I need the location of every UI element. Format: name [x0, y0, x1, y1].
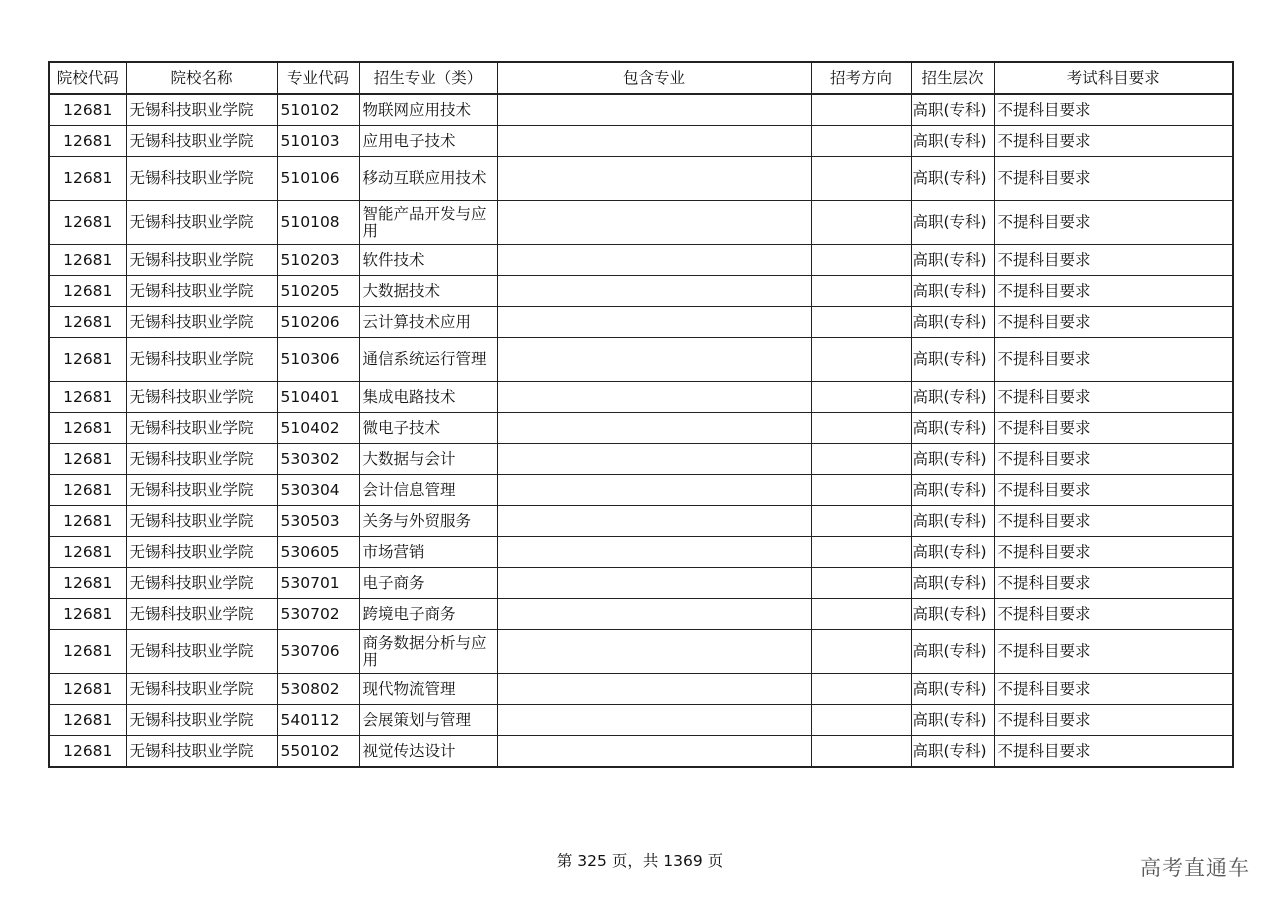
school-code-cell: 12681 [49, 630, 126, 674]
school-code-cell: 12681 [49, 382, 126, 413]
direction-cell [811, 475, 911, 506]
major-name-cell: 微电子技术 [359, 413, 497, 444]
school-name-cell: 无锡科技职业学院 [126, 94, 277, 126]
major-code-cell: 510108 [277, 201, 359, 245]
table-row [49, 537, 1233, 568]
level-cell: 高职(专科) [911, 444, 994, 475]
school-code-cell: 12681 [49, 126, 126, 157]
school-code-cell: 12681 [49, 475, 126, 506]
school-code-cell: 12681 [49, 201, 126, 245]
school-name-cell: 无锡科技职业学院 [126, 674, 277, 705]
school-name-cell: 无锡科技职业学院 [126, 705, 277, 736]
school-code-cell: 12681 [49, 506, 126, 537]
school-name-cell: 无锡科技职业学院 [126, 568, 277, 599]
subject-requirements-cell: 不提科目要求 [994, 444, 1233, 475]
included-majors-cell [497, 705, 811, 736]
level-cell: 高职(专科) [911, 705, 994, 736]
included-majors-cell [497, 674, 811, 705]
header-school-code: 院校代码 [49, 62, 126, 94]
level-cell: 高职(专科) [911, 630, 994, 674]
school-code-cell: 12681 [49, 537, 126, 568]
subject-requirements-cell: 不提科目要求 [994, 506, 1233, 537]
included-majors-cell [497, 201, 811, 245]
level-cell: 高职(专科) [911, 382, 994, 413]
school-code-cell: 12681 [49, 307, 126, 338]
level-cell: 高职(专科) [911, 126, 994, 157]
school-name-cell: 无锡科技职业学院 [126, 338, 277, 382]
major-code-cell: 510206 [277, 307, 359, 338]
major-code-cell: 510205 [277, 276, 359, 307]
school-code-cell: 12681 [49, 674, 126, 705]
subject-requirements-cell: 不提科目要求 [994, 674, 1233, 705]
subject-requirements-cell: 不提科目要求 [994, 413, 1233, 444]
table-row [49, 568, 1233, 599]
school-code-cell: 12681 [49, 736, 126, 768]
school-code-cell: 12681 [49, 276, 126, 307]
school-code-cell: 12681 [49, 705, 126, 736]
school-name-cell: 无锡科技职业学院 [126, 126, 277, 157]
included-majors-cell [497, 94, 811, 126]
level-cell: 高职(专科) [911, 94, 994, 126]
major-name-cell: 集成电路技术 [359, 382, 497, 413]
direction-cell [811, 413, 911, 444]
included-majors-cell [497, 276, 811, 307]
watermark-text: 高考直通车 [1140, 856, 1250, 880]
major-name-cell: 现代物流管理 [359, 674, 497, 705]
school-code-cell: 12681 [49, 599, 126, 630]
level-cell: 高职(专科) [911, 599, 994, 630]
major-code-cell: 550102 [277, 736, 359, 768]
level-cell: 高职(专科) [911, 276, 994, 307]
level-cell: 高职(专科) [911, 307, 994, 338]
header-school-name: 院校名称 [126, 62, 277, 94]
major-name-cell: 大数据技术 [359, 276, 497, 307]
major-name-cell: 移动互联应用技术 [359, 157, 497, 201]
included-majors-cell [497, 307, 811, 338]
subject-requirements-cell: 不提科目要求 [994, 276, 1233, 307]
major-name-cell: 通信系统运行管理 [359, 338, 497, 382]
table-row [49, 276, 1233, 307]
major-code-cell: 510306 [277, 338, 359, 382]
table-row [49, 506, 1233, 537]
level-cell: 高职(专科) [911, 157, 994, 201]
included-majors-cell [497, 157, 811, 201]
header-direction: 招考方向 [811, 62, 911, 94]
school-code-cell: 12681 [49, 157, 126, 201]
major-code-cell: 530802 [277, 674, 359, 705]
major-code-cell: 510103 [277, 126, 359, 157]
subject-requirements-cell: 不提科目要求 [994, 201, 1233, 245]
level-cell: 高职(专科) [911, 568, 994, 599]
school-code-cell: 12681 [49, 413, 126, 444]
major-name-cell: 会展策划与管理 [359, 705, 497, 736]
direction-cell [811, 568, 911, 599]
direction-cell [811, 245, 911, 276]
table-row [49, 630, 1233, 674]
direction-cell [811, 157, 911, 201]
direction-cell [811, 126, 911, 157]
included-majors-cell [497, 413, 811, 444]
included-majors-cell [497, 382, 811, 413]
direction-cell [811, 506, 911, 537]
table-row [49, 444, 1233, 475]
header-subject-requirements: 考试科目要求 [994, 62, 1233, 94]
subject-requirements-cell: 不提科目要求 [994, 568, 1233, 599]
major-name-cell: 市场营销 [359, 537, 497, 568]
subject-requirements-cell: 不提科目要求 [994, 126, 1233, 157]
direction-cell [811, 382, 911, 413]
major-code-cell: 510106 [277, 157, 359, 201]
included-majors-cell [497, 126, 811, 157]
major-code-cell: 530605 [277, 537, 359, 568]
subject-requirements-cell: 不提科目要求 [994, 630, 1233, 674]
major-name-cell: 物联网应用技术 [359, 94, 497, 126]
major-name-cell: 软件技术 [359, 245, 497, 276]
direction-cell [811, 674, 911, 705]
school-name-cell: 无锡科技职业学院 [126, 307, 277, 338]
subject-requirements-cell: 不提科目要求 [994, 382, 1233, 413]
header-major-code: 专业代码 [277, 62, 359, 94]
subject-requirements-cell: 不提科目要求 [994, 94, 1233, 126]
school-name-cell: 无锡科技职业学院 [126, 630, 277, 674]
subject-requirements-cell: 不提科目要求 [994, 475, 1233, 506]
included-majors-cell [497, 245, 811, 276]
school-code-cell: 12681 [49, 568, 126, 599]
table-row [49, 94, 1233, 126]
major-code-cell: 530702 [277, 599, 359, 630]
level-cell: 高职(专科) [911, 245, 994, 276]
direction-cell [811, 307, 911, 338]
table-row [49, 705, 1233, 736]
table-body [49, 94, 1233, 767]
school-code-cell: 12681 [49, 94, 126, 126]
header-level: 招生层次 [911, 62, 994, 94]
subject-requirements-cell: 不提科目要求 [994, 705, 1233, 736]
direction-cell [811, 736, 911, 768]
included-majors-cell [497, 537, 811, 568]
school-name-cell: 无锡科技职业学院 [126, 201, 277, 245]
level-cell: 高职(专科) [911, 475, 994, 506]
table-header-row [49, 62, 1233, 94]
table-row [49, 338, 1233, 382]
major-code-cell: 530706 [277, 630, 359, 674]
admission-table [48, 61, 1234, 768]
major-name-cell: 视觉传达设计 [359, 736, 497, 768]
subject-requirements-cell: 不提科目要求 [994, 736, 1233, 768]
major-name-cell: 会计信息管理 [359, 475, 497, 506]
school-code-cell: 12681 [49, 338, 126, 382]
table-row [49, 475, 1233, 506]
direction-cell [811, 705, 911, 736]
major-code-cell: 530302 [277, 444, 359, 475]
table-row [49, 413, 1233, 444]
included-majors-cell [497, 736, 811, 768]
major-name-cell: 智能产品开发与应用 [359, 201, 497, 245]
school-code-cell: 12681 [49, 444, 126, 475]
direction-cell [811, 276, 911, 307]
level-cell: 高职(专科) [911, 506, 994, 537]
direction-cell [811, 537, 911, 568]
school-name-cell: 无锡科技职业学院 [126, 157, 277, 201]
major-name-cell: 大数据与会计 [359, 444, 497, 475]
level-cell: 高职(专科) [911, 413, 994, 444]
subject-requirements-cell: 不提科目要求 [994, 338, 1233, 382]
school-name-cell: 无锡科技职业学院 [126, 599, 277, 630]
table-row [49, 599, 1233, 630]
major-name-cell: 关务与外贸服务 [359, 506, 497, 537]
direction-cell [811, 444, 911, 475]
school-name-cell: 无锡科技职业学院 [126, 506, 277, 537]
school-name-cell: 无锡科技职业学院 [126, 413, 277, 444]
major-code-cell: 530701 [277, 568, 359, 599]
major-name-cell: 云计算技术应用 [359, 307, 497, 338]
table-row [49, 245, 1233, 276]
included-majors-cell [497, 568, 811, 599]
major-code-cell: 510102 [277, 94, 359, 126]
direction-cell [811, 599, 911, 630]
subject-requirements-cell: 不提科目要求 [994, 157, 1233, 201]
major-code-cell: 510401 [277, 382, 359, 413]
school-code-cell: 12681 [49, 245, 126, 276]
included-majors-cell [497, 444, 811, 475]
level-cell: 高职(专科) [911, 674, 994, 705]
major-code-cell: 530304 [277, 475, 359, 506]
direction-cell [811, 630, 911, 674]
school-name-cell: 无锡科技职业学院 [126, 444, 277, 475]
direction-cell [811, 201, 911, 245]
school-name-cell: 无锡科技职业学院 [126, 537, 277, 568]
major-code-cell: 530503 [277, 506, 359, 537]
school-name-cell: 无锡科技职业学院 [126, 475, 277, 506]
included-majors-cell [497, 599, 811, 630]
major-code-cell: 510203 [277, 245, 359, 276]
included-majors-cell [497, 630, 811, 674]
major-name-cell: 应用电子技术 [359, 126, 497, 157]
direction-cell [811, 338, 911, 382]
included-majors-cell [497, 506, 811, 537]
table-row [49, 382, 1233, 413]
included-majors-cell [497, 338, 811, 382]
table-row [49, 126, 1233, 157]
table-row [49, 736, 1233, 768]
level-cell: 高职(专科) [911, 338, 994, 382]
subject-requirements-cell: 不提科目要求 [994, 245, 1233, 276]
header-included-majors: 包含专业 [497, 62, 811, 94]
subject-requirements-cell: 不提科目要求 [994, 599, 1233, 630]
level-cell: 高职(专科) [911, 201, 994, 245]
major-name-cell: 商务数据分析与应用 [359, 630, 497, 674]
direction-cell [811, 94, 911, 126]
page-number: 第 325 页，共 1369 页 [556, 852, 724, 870]
major-code-cell: 510402 [277, 413, 359, 444]
table-row [49, 201, 1233, 245]
table-row [49, 307, 1233, 338]
level-cell: 高职(专科) [911, 736, 994, 768]
included-majors-cell [497, 475, 811, 506]
major-name-cell: 电子商务 [359, 568, 497, 599]
table-row [49, 157, 1233, 201]
subject-requirements-cell: 不提科目要求 [994, 537, 1233, 568]
major-code-cell: 540112 [277, 705, 359, 736]
major-name-cell: 跨境电子商务 [359, 599, 497, 630]
school-name-cell: 无锡科技职业学院 [126, 382, 277, 413]
subject-requirements-cell: 不提科目要求 [994, 307, 1233, 338]
table-row [49, 674, 1233, 705]
school-name-cell: 无锡科技职业学院 [126, 736, 277, 768]
level-cell: 高职(专科) [911, 537, 994, 568]
header-major-name: 招生专业（类） [359, 62, 497, 94]
school-name-cell: 无锡科技职业学院 [126, 245, 277, 276]
school-name-cell: 无锡科技职业学院 [126, 276, 277, 307]
